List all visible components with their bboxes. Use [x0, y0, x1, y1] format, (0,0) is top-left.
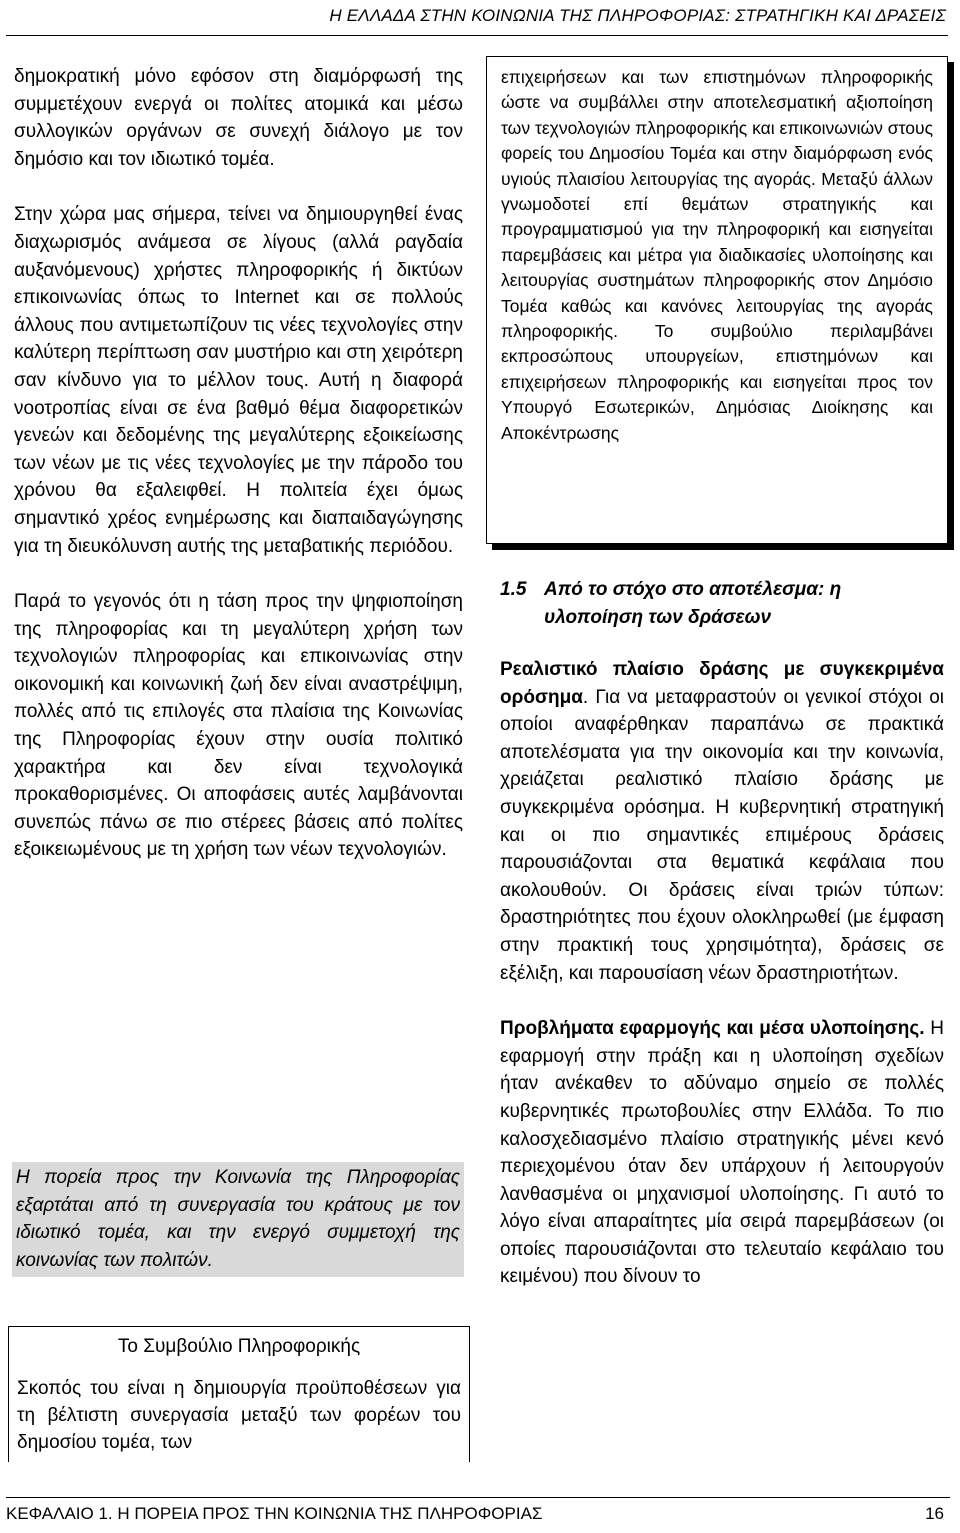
section-number: 1.5 [500, 579, 527, 600]
footer-divider [6, 1497, 950, 1498]
left-column [14, 63, 463, 864]
left-paragraph-1: δημοκρατική μόνο εφόσον στη διαμόρφωσή της συμμετέχουν ενεργά οι πολίτες ατομικά και μέσω συλλογικών οργάνων σε συνεχή διάλογο με τον δημόσιο και τον ιδιωτικό τομέα. [14, 66, 463, 170]
council-box-title: Το Συμβούλιο Πληροφορικής [117, 1336, 361, 1357]
section-title-line-2: υλοποίηση των δράσεων [544, 607, 772, 628]
right-paragraph-2-body: Η εφαρμογή στην πράξη και η υλοποίηση σχεδίων ήταν ανέκαθεν το αδύναμο σημείο σε πολλές κυβερνητικές πρωτοβουλίες στην Ελλάδα. Το πιο καλοσχεδιασμένο πλαίσιο στρατηγικής μένει κενό περιεχομένου όταν δεν υπάρχουν ή λειτουργούν λανθασμένα οι μηχανισμοί υλοποίησης. Γι αυτό το λόγο είναι απαραίτητες μία σειρά παρεμβάσεων (οι οποίες παρουσιάζονται στο τελευταίο κεφάλαιο του κειμένου) που δίνουν το [500, 1018, 944, 1288]
highlight-callout [12, 1162, 464, 1277]
right-paragraph-2 [500, 1015, 944, 1291]
running-header: Η ΕΛΛΑΔΑ ΣΤΗΝ ΚΟΙΝΩΝΙΑ ΤΗΣ ΠΛΗΡΟΦΟΡΙΑΣ: ΣΤΡΑΤΗΓΙΚΗ ΚΑΙ ΔΡΑΣΕΙΣ [329, 6, 946, 25]
header-divider [6, 35, 948, 36]
footer-chapter: ΚΕΦΑΛΑΙΟ 1. Η ΠΟΡΕΙΑ ΠΡΟΣ ΤΗΝ ΚΟΙΝΩΝΙΑ ΤΗΣ ΠΛΗΡΟΦΟΡΙΑΣ [6, 1504, 543, 1523]
council-box-text: Σκοπός του είναι η δημιουργία προϋποθέσεων για τη βέλτιστη συνεργασία μεταξύ των φορέων του δημοσίου τομέα, των [17, 1378, 461, 1453]
page-number: 16 [925, 1504, 944, 1523]
council-box-continued-text: επιχειρήσεων και των επιστημόνων πληροφορικής ώστε να συμβάλλει στην αποτελεσματική αξιοποίηση των τεχνολογιών πληροφορικής και επικοινωνιών στους φορείς του Δημοσίου Τομέα και στην διαμόρφωση ενός υγιούς πλαισίου λειτουργίας της αγοράς. Μεταξύ άλλων γνωμοδοτεί επί θεμάτων στρατηγικής και προγραμματισμού για την πληροφορική και εισηγείται παρεμβάσεις και μέτρα για διαδικασίες υλοποίησης και λειτουργίας συστημάτων πληροφορικής στον Δημόσιο Τομέα καθώς και κανόνες λειτουργίας της αγοράς πληροφορικής. Το συμβούλιο περιλαμβάνει εκπροσώπους υπουργείων, επιστημόνων και επιχειρήσεων πληροφορικής και εισηγείται προς τον Υπουργό Εσωτερικών, Δημόσιας Διοίκησης και Αποκέντρωσης [501, 67, 933, 443]
right-paragraph-1-lead: Ρεαλιστικό πλαίσιο δράσης με συγκεκριμένα ορόσημα [500, 659, 944, 708]
right-paragraph-1 [500, 656, 944, 987]
right-column [500, 656, 944, 1291]
council-box-continued [486, 56, 954, 550]
right-paragraph-2-lead: Προβλήματα εφαρμογής και μέσα υλοποίησης. [500, 1018, 925, 1040]
section-title-line-1: Από το στόχο στο αποτέλεσμα: η [544, 579, 842, 600]
right-paragraph-1-body: . Για να μεταφραστούν οι γενικοί στόχοι οι οποίοι αναφέρθηκαν παραπάνω σε πρακτικά αποτελέσματα για την οικονομία και την κοινωνία, χρειάζεται ρεαλιστικό πλαίσιο δράσης με συγκεκριμένα ορόσημα. Η κυβερνητική στρατηγική και οι πιο σημαντικές επιμέρους δράσεις παρουσιάζονται στα θεματικά κεφάλαια που ακολουθούν. Οι δράσεις είναι τριών τύπων: δραστηριότητες που έχουν ολοκληρωθεί (με έμφαση στην πρακτική τους χρησιμότητα), δράσεις σε εξέλιξη, και παρουσίαση νέων δραστηριοτήτων. [500, 686, 944, 984]
council-box-continued-body [486, 56, 948, 544]
highlight-callout-text: Η πορεία προς την Κοινωνία της Πληροφορίας εξαρτάται από τη συνεργασία του κράτους με τον ιδιωτικό τομέα, και την ενεργό συμμετοχή της κοινωνίας των πολιτών. [16, 1167, 460, 1271]
left-paragraph-2: Στην χώρα μας σήμερα, τείνει να δημιουργηθεί ένας διαχωρισμός ανάμεσα σε λίγους (αλλά ραγδαία αυξανόμενους) χρήστες πληροφορικής ή δικτύων επικοινωνίας όπως το Internet και σε πολλούς άλλους που αντιμετωπίζουν τις νέες τεχνολογίες στην καλύτερη περίπτωση σαν μυστήριο και στη χειρότερη σαν κίνδυνο για το μέλλον τους. Αυτή η διαφορά νοοτροπίας είναι σε ένα βαθμό θέμα διαφορετικών γενεών και δεδομένης της μεγαλύτερης εξοικείωσης των νέων με τις νέες τεχνολογίες με την πάροδο του χρόνου θα εξαλειφθεί. Η πολιτεία έχει όμως σημαντικό χρέος ενημέρωσης και διαπαιδαγώγησης για τη διευκόλυνση αυτής της μεταβατικής περιόδου. [14, 204, 463, 557]
council-box [8, 1326, 470, 1462]
left-paragraph-3: Παρά το γεγονός ότι η τάση προς την ψηφιοποίηση της πληροφορίας και τη μεγαλύτερη χρήση των τεχνολογιών πληροφορίας και επικοινωνίας στην οικονομική και κοινωνική ζωή δεν είναι αναστρέψιμη, πολλές από τις επιλογές στα πλαίσια της Κοινωνίας της Πληροφορίας έχουν στην ουσία πολιτικό χαρακτήρα και δεν είναι τεχνολογικά προκαθορισμένες. Οι αποφάσεις αυτές λαμβάνονται συνεπώς πάνω σε πιο στέρεες βάσεις από πολίτες εξοικειωμένους με τη χρήση των νέων τεχνολογιών. [14, 591, 463, 861]
section-heading [500, 576, 948, 632]
